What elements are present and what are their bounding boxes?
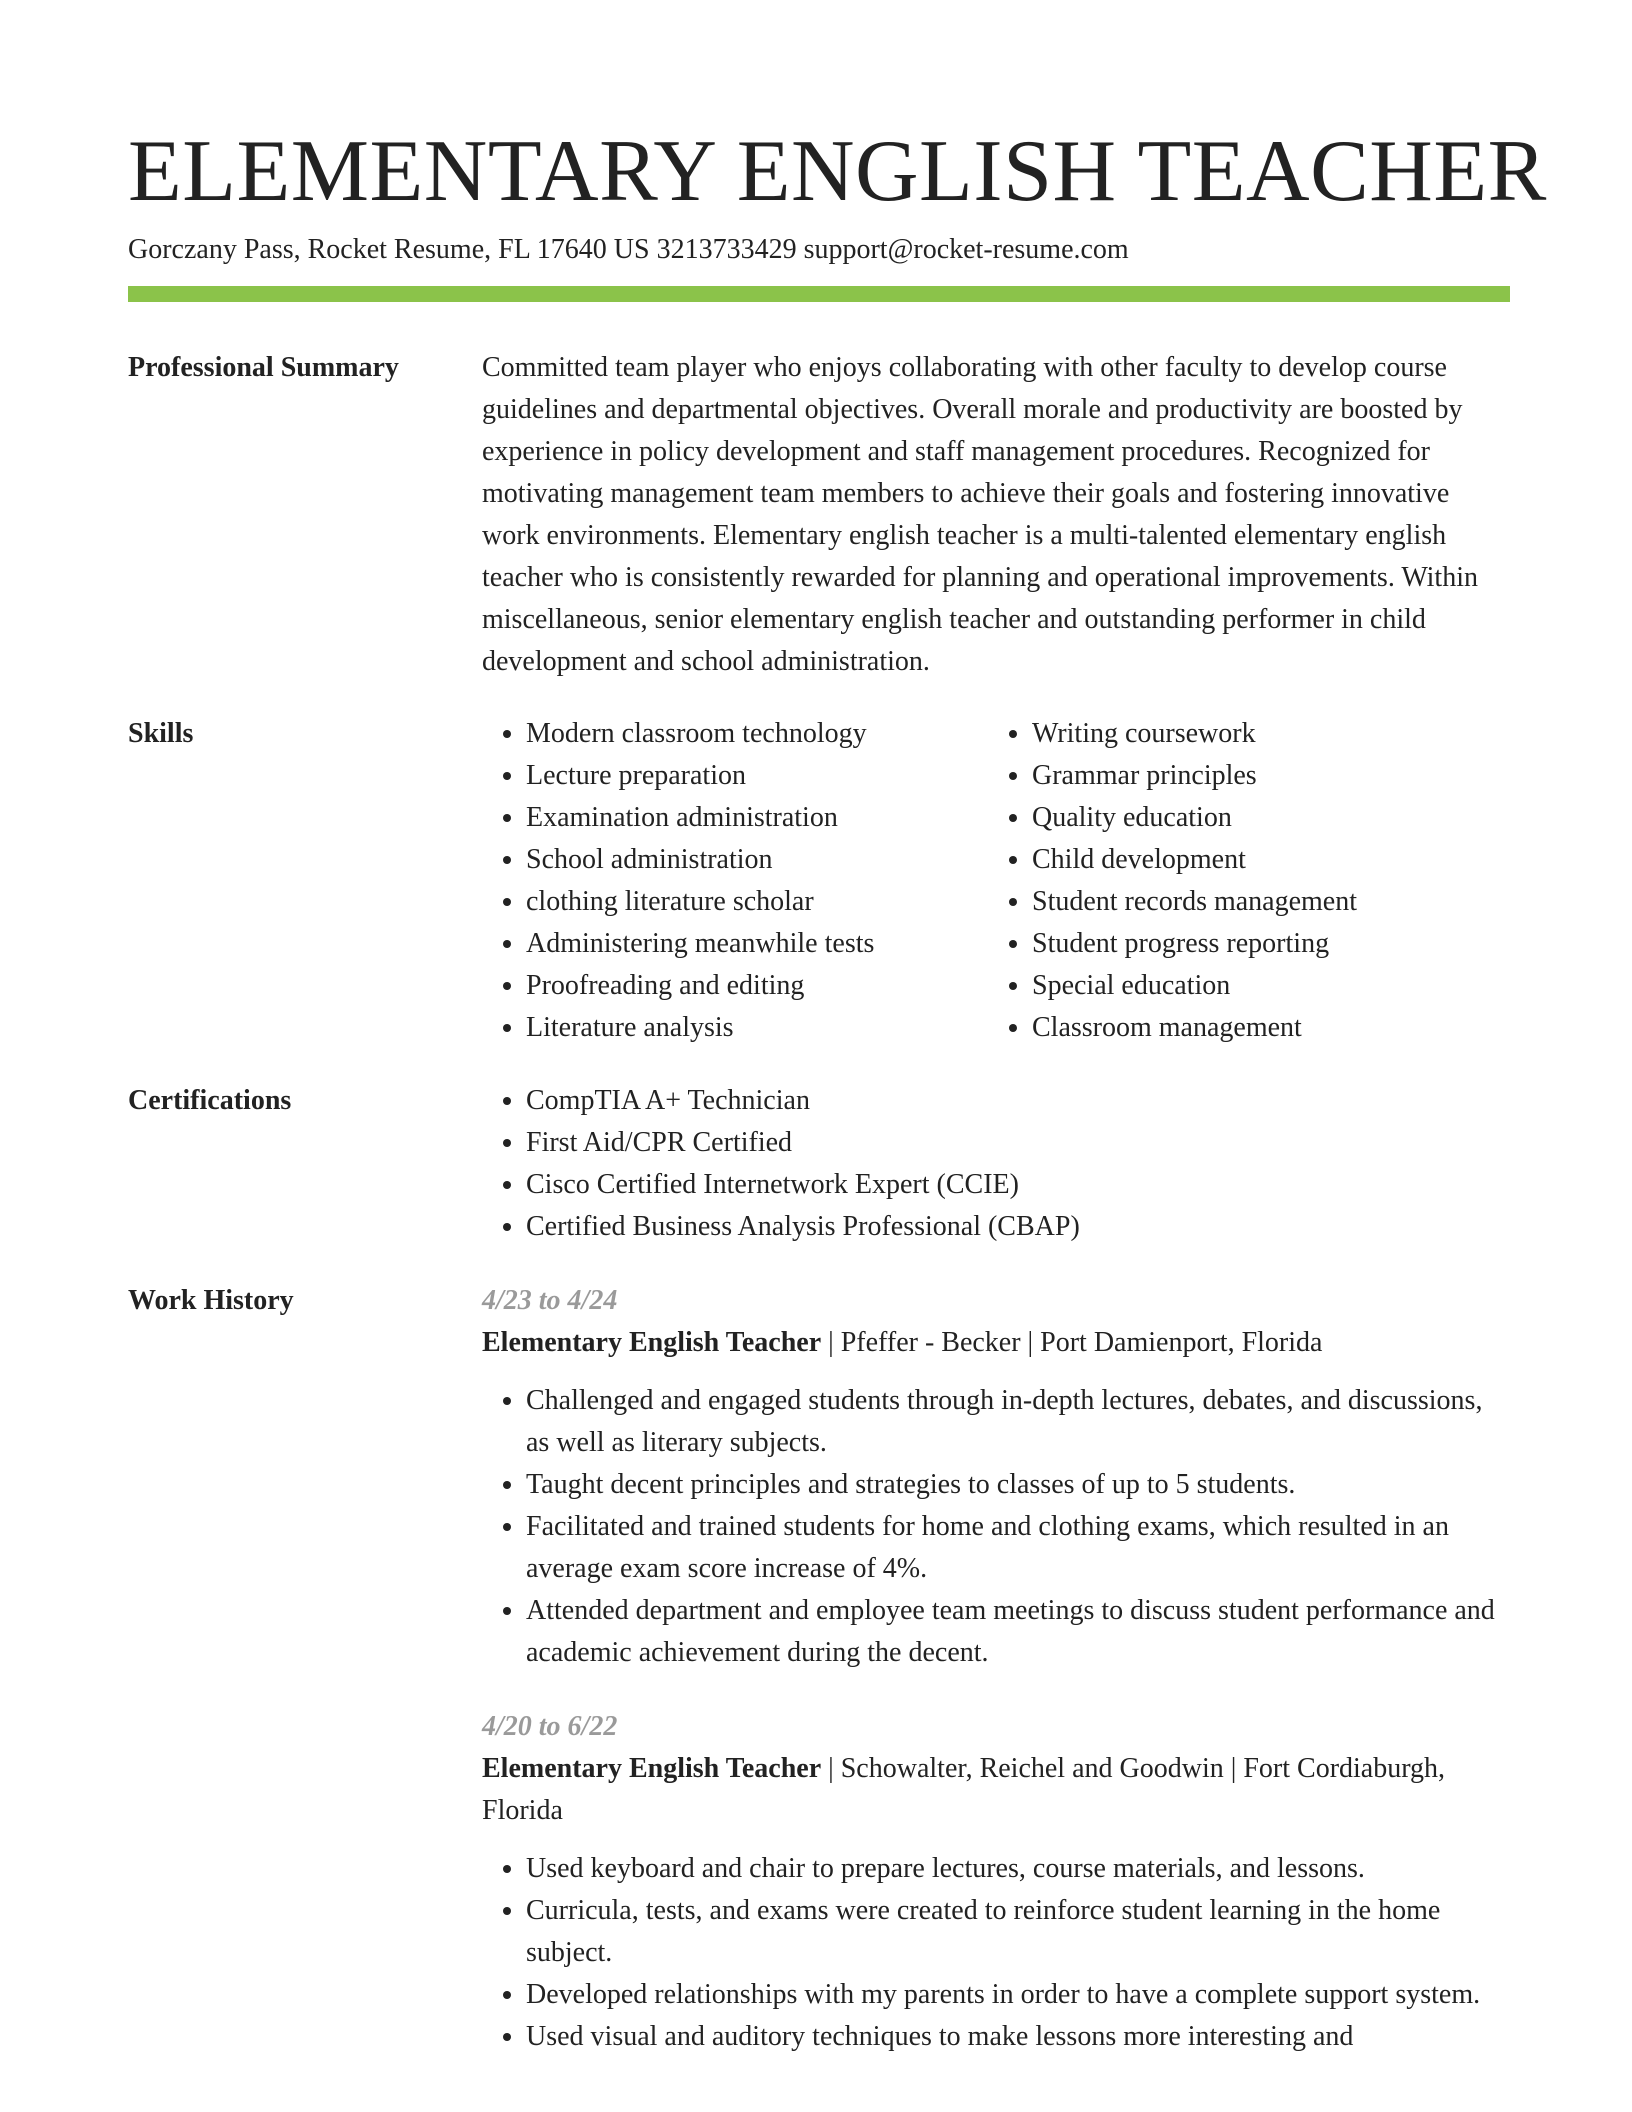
job-dates: 4/20 to 6/22 <box>482 1711 618 1742</box>
job-bullet: • Taught decent principles and strategies to classes of up to 5 students. <box>526 1464 1510 1506</box>
skill-item: • Special education <box>1032 965 1494 1007</box>
skills-list-right <box>988 713 1494 1049</box>
contact-address: Gorczany Pass, Rocket Resume, FL 17640 US <box>128 234 650 265</box>
certification-item: • Cisco Certified Internetwork Expert (CCIE) <box>526 1164 1510 1206</box>
job-heading <box>482 1322 1510 1364</box>
certifications-body <box>482 1080 1510 1248</box>
skill-item: • Lecture preparation <box>526 755 988 797</box>
certification-item: • Certified Business Analysis Professional (CBAP) <box>526 1206 1510 1248</box>
skill-item: • Quality education <box>1032 797 1494 839</box>
section-title-certifications: Certifications <box>128 1085 292 1116</box>
skill-item: • Classroom management <box>1032 1007 1494 1049</box>
contact-line <box>128 230 1129 270</box>
job-title: Elementary English Teacher <box>482 1753 822 1784</box>
job-title: Elementary English Teacher <box>482 1327 822 1358</box>
skill-item: • Child development <box>1032 839 1494 881</box>
job-bullet: • Developed relationships with my parents in order to have a complete support system. <box>526 1974 1510 2016</box>
job-bullet: • Challenged and engaged students through in-depth lectures, debates, and discussions, as well as literary subjects. <box>526 1380 1510 1464</box>
skill-item: • Modern classroom technology <box>526 713 988 755</box>
summary-text: Committed team player who enjoys collaborating with other faculty to develop course guidelines and departmental objectives. Overall morale and productivity are boosted by experience in policy development and staff management procedures. Recognized for motivating management team members to achieve their goals and fostering innovative work environments. Elementary english teacher is a multi-talented elementary english teacher who is consistently rewarded for planning and operational improvements. Within miscellaneous, senior elementary english teacher and outstanding performer in child development and school administration. <box>482 352 1478 677</box>
skill-item: • Examination administration <box>526 797 988 839</box>
work-history-body <box>482 1280 1510 2058</box>
job-bullet: • Facilitated and trained students for home and clothing exams, which resulted in an average exam score increase of 4%. <box>526 1506 1510 1590</box>
skill-item: • Student records management <box>1032 881 1494 923</box>
job-bullet: • Used keyboard and chair to prepare lectures, course materials, and lessons. <box>526 1848 1510 1890</box>
job-bullet: • Curricula, tests, and exams were created to reinforce student learning in the home subject. <box>526 1890 1510 1974</box>
certifications-list <box>482 1080 1510 1248</box>
job-employer-location: | Pfeffer - Becker | Port Damienport, Florida <box>821 1327 1323 1358</box>
contact-email: support@rocket-resume.com <box>803 234 1129 265</box>
header-divider <box>128 286 1510 302</box>
candidate-name: ELEMENTARY ENGLISH TEACHER <box>128 123 1547 220</box>
job-employer-location: | Schowalter, Reichel and Goodwin | Fort Cordiaburgh, Florida <box>482 1753 1446 1826</box>
skills-body <box>482 713 1510 1049</box>
skill-item: • clothing literature scholar <box>526 881 988 923</box>
job-bullet: • Used visual and auditory techniques to make lessons more interesting and <box>526 2016 1510 2058</box>
job-entry <box>482 1706 1510 2058</box>
skill-item: • Proofreading and editing <box>526 965 988 1007</box>
section-title-summary: Professional Summary <box>128 352 399 383</box>
skill-item: • Administering meanwhile tests <box>526 923 988 965</box>
job-bullet: • Attended department and employee team meetings to discuss student performance and academic achievement during the decent. <box>526 1590 1510 1674</box>
job-heading <box>482 1748 1510 1832</box>
skill-item: • Literature analysis <box>526 1007 988 1049</box>
skill-item: • Writing coursework <box>1032 713 1494 755</box>
job-entry <box>482 1280 1510 1674</box>
job-bullets <box>482 1380 1510 1674</box>
certification-item: • First Aid/CPR Certified <box>526 1122 1510 1164</box>
section-title-work-history: Work History <box>128 1285 294 1316</box>
skills-list-left <box>482 713 988 1049</box>
skill-item: • Grammar principles <box>1032 755 1494 797</box>
skill-item: • School administration <box>526 839 988 881</box>
job-bullets <box>482 1848 1510 2058</box>
contact-phone: 3213733429 <box>656 234 797 265</box>
summary-body <box>482 347 1510 683</box>
job-dates: 4/23 to 4/24 <box>482 1285 618 1316</box>
certification-item: • CompTIA A+ Technician <box>526 1080 1510 1122</box>
skill-item: • Student progress reporting <box>1032 923 1494 965</box>
section-title-skills: Skills <box>128 718 194 749</box>
